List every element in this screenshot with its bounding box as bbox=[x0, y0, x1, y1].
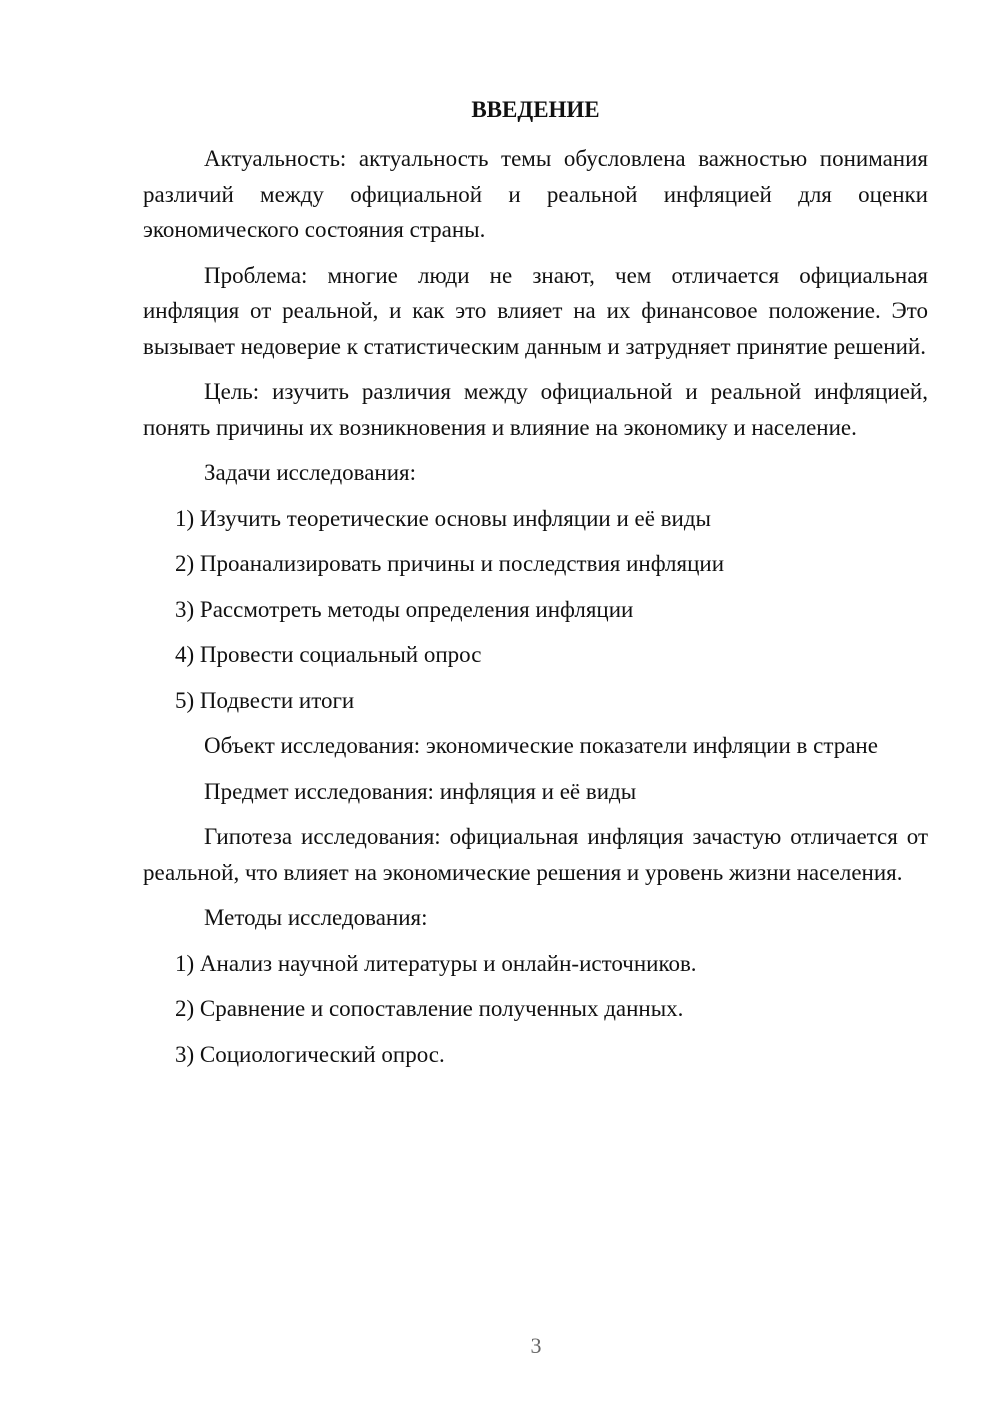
method-item-2: 2) Сравнение и сопоставление полученных данных. bbox=[175, 996, 684, 1021]
task-item-1: 1) Изучить теоретические основы инфляции и её виды bbox=[175, 505, 711, 531]
page-content bbox=[143, 92, 928, 1082]
task-item-4: 4) Провести социальный опрос bbox=[175, 642, 482, 667]
tasks-heading: Задачи исследования: bbox=[204, 460, 417, 485]
task-item-2: 2) Проанализировать причины и последствия инфляции bbox=[175, 551, 725, 576]
page-number: 3 bbox=[530, 1333, 542, 1358]
hypothesis-paragraph: Гипотеза исследования: официальная инфляция зачастую отличается от реальной, что влияет на экономические решения и уровень жизни населения. bbox=[143, 824, 928, 885]
task-item-5: 5) Подвести итоги bbox=[175, 687, 355, 713]
goal-paragraph: Цель: изучить различия между официальной и реальной инфляцией, понять причины их возникновения и влияние на экономику и население. bbox=[143, 379, 928, 440]
task-item-3: 3) Рассмотреть методы определения инфляции bbox=[175, 596, 634, 622]
method-item-1: 1) Анализ научной литературы и онлайн-источников. bbox=[175, 950, 697, 976]
page-title bbox=[143, 92, 928, 127]
subject-paragraph: Предмет исследования: инфляция и её виды bbox=[204, 778, 637, 804]
page-title-text: ВВЕДЕНИЕ bbox=[471, 97, 600, 122]
methods-heading: Методы исследования: bbox=[204, 905, 428, 930]
method-item-3: 3) Социологический опрос. bbox=[175, 1041, 445, 1067]
object-paragraph: Объект исследования: экономические показатели инфляции в стране bbox=[204, 733, 878, 758]
problem-paragraph: Проблема: многие люди не знают, чем отличается официальная инфляция от реальной, и как это влияет на их финансовое положение. Это вызывает недоверие к статистическим данным и затрудняет принятие решений. bbox=[143, 262, 928, 359]
relevance-paragraph: Актуальность: актуальность темы обусловлена важностью понимания различий между официальной и реальной инфляцией для оценки экономического состояния страны. bbox=[143, 146, 928, 242]
